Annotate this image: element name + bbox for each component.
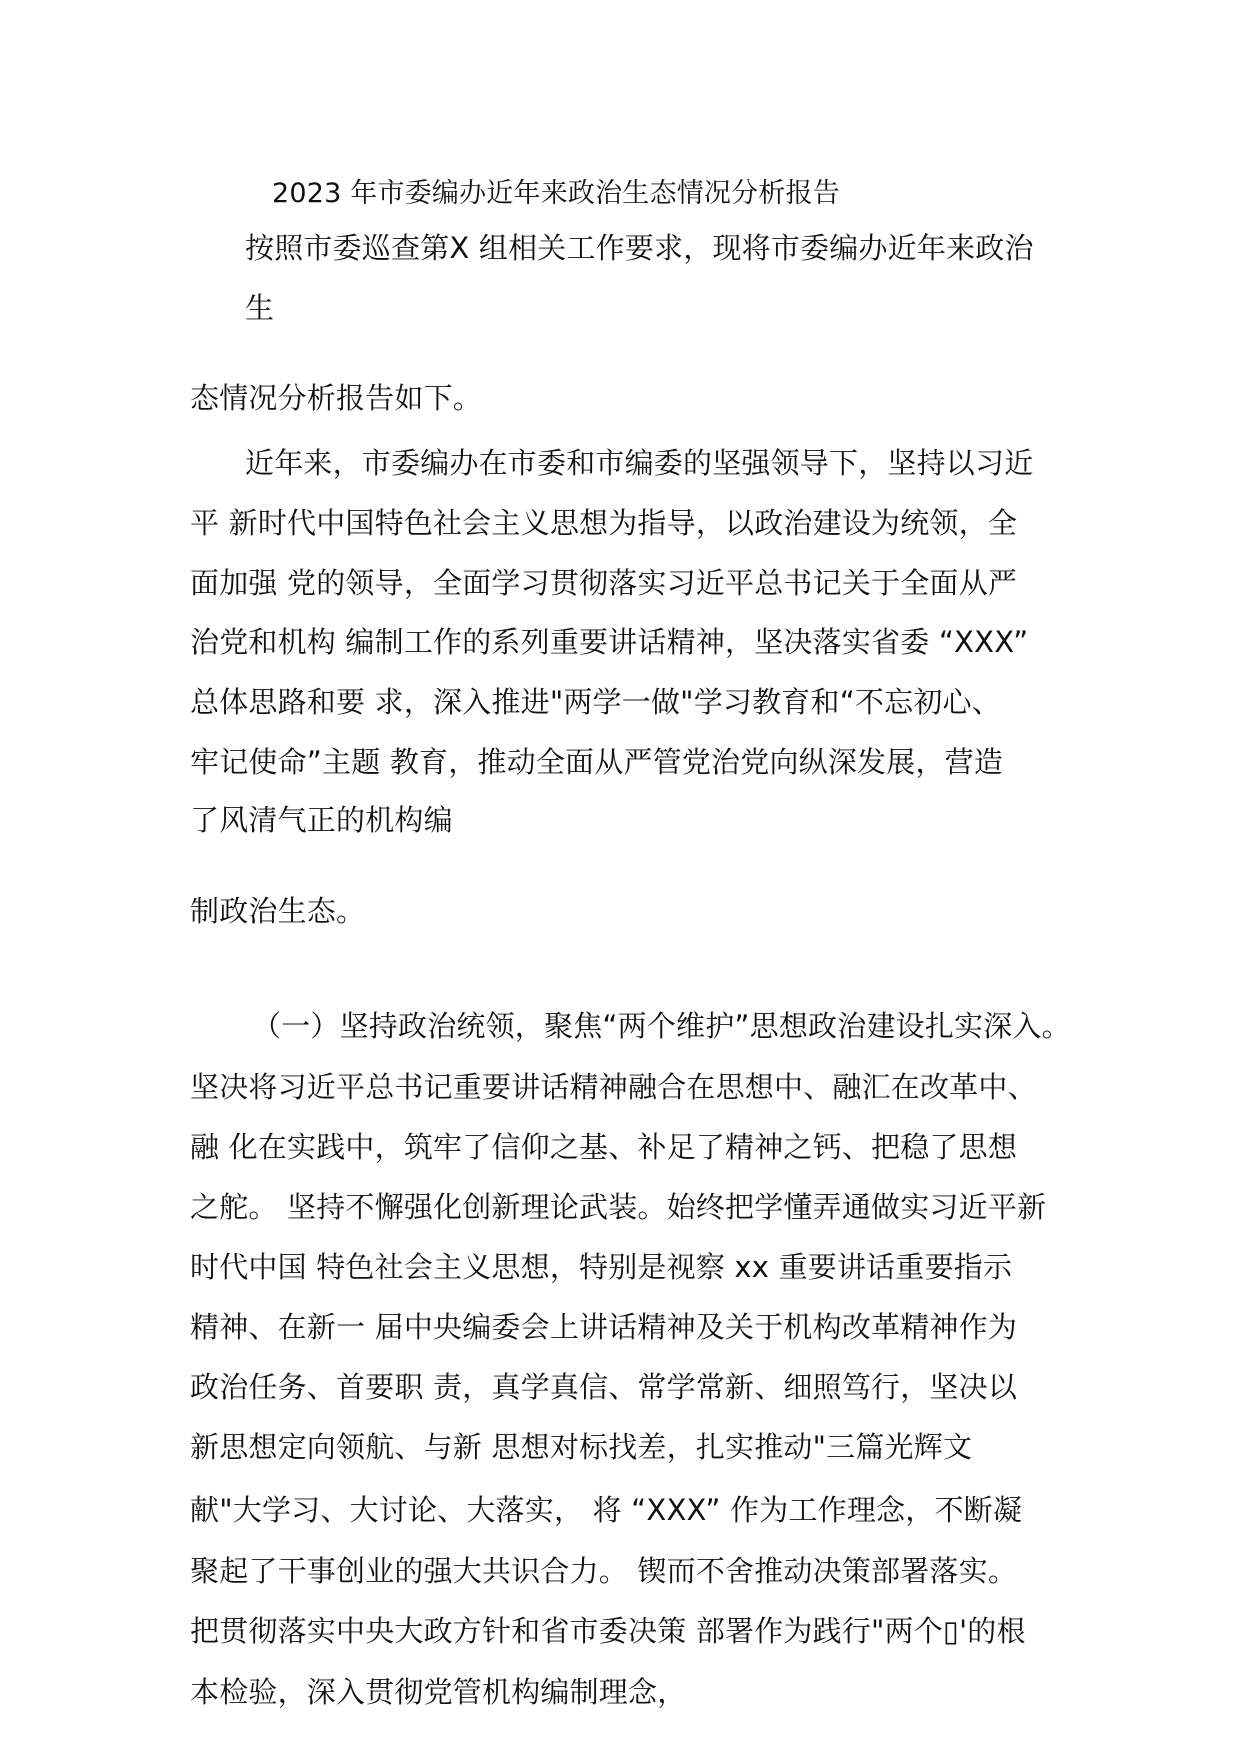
text-line: （一）坚持政治统领，聚焦“两个维护”思想政治建设扎实深入。 [252,1009,1071,1043]
text-line: 之舵。 坚持不懈强化创新理论武装。始终把学懂弄通做实习近平新 [190,1190,1047,1224]
text-line: 治党和机构 编制工作的系列重要讲话精神，坚决落实省委 “XXX” [190,625,1029,659]
text-line: 聚起了干事创业的强大共识合力。 锲而不舍推动决策部署落实。 [190,1554,1018,1588]
text-line: 坚决将习近平总书记重要讲话精神融合在思想中、融汇在改革中、 [190,1070,1037,1104]
text-line: 近年来，市委编办在市委和市编委的坚强领导下，坚持以习近 [245,446,1034,480]
text-line: 本检验，深入贯彻党管机构编制理念， [190,1675,687,1709]
text-line: 政治任务、首要职 责，真学真信、常学常新、细照笃行，坚决以 [190,1370,1018,1404]
text-line: 把贯彻落实中央大政方针和省市委决策 部署作为践行"两个▯'的根 [190,1614,1026,1648]
text-line: 态情况分析报告如下。 [190,381,483,415]
text-line: 按照市委巡查第Ⅹ 组相关工作要求，现将市委编办近年来政治 [245,231,1034,265]
text-line: 生 [245,291,275,325]
text-line: 面加强 党的领导，全面学习贯彻落实习近平总书记关于全面从严 [190,566,1018,600]
text-line: 了风清气正的机构编 [190,803,453,837]
text-line: 制政治生态。 [190,894,366,928]
text-line: 新思想定向领航、与新 思想对标找差，扎实推动"三篇光辉文 [190,1430,973,1464]
text-line: 总体思路和要 求，深入推进"两学一做"学习教育和“不忘初心、 [190,685,1001,719]
text-line: 融 化在实践中，筑牢了信仰之基、补足了精神之钙、把稳了思想 [190,1130,1018,1164]
document-title: 2023 年市委编办近年来政治生态情况分析报告 [272,178,840,209]
text-line: 平 新时代中国特色社会主义思想为指导，以政治建设为统领，全 [190,506,1018,540]
text-line: 精神、在新一 届中央编委会上讲话精神及关于机构改革精神作为 [190,1310,1018,1344]
text-line: 牢记使命”主题 教育，推动全面从严管党治党向纵深发展，营造 [190,745,1004,779]
text-line: 献"大学习、大讨论、大落实， 将 “XXX” 作为工作理念，不断凝 [190,1493,1023,1527]
text-line: 时代中国 特色社会主义思想，特别是视察 xx 重要讲话重要指示 [190,1250,1013,1284]
